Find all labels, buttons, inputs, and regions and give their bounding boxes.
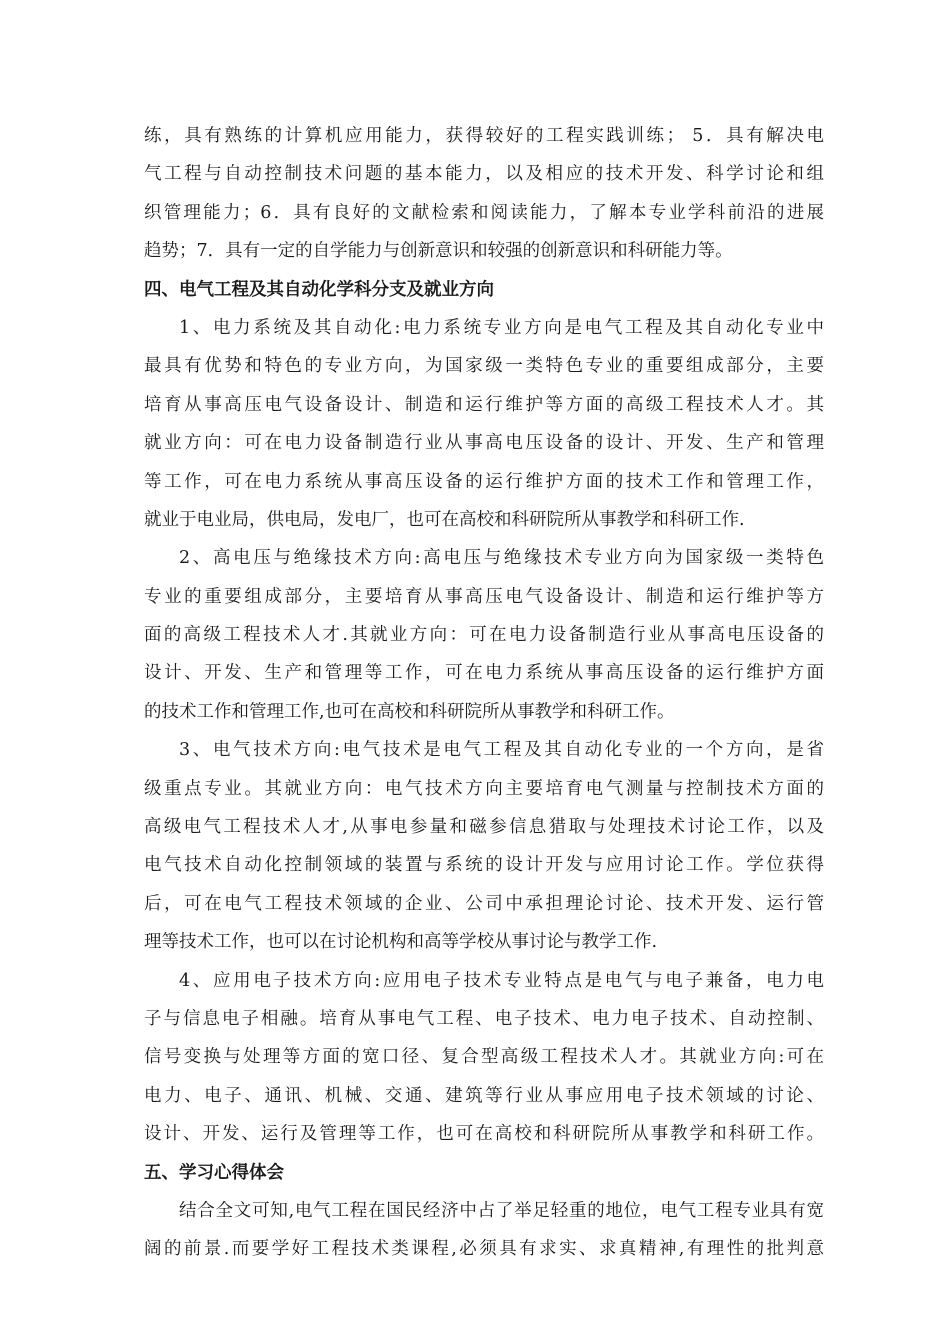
text-line: 等工作，可在电力系统从事高压设备的运行维护方面的技术工作和管理工作， [144, 471, 824, 492]
paragraph-first-line: 结合全文可知,电气工程在国民经济中占了举足轻重的地位，电气工程专业具有宽 [179, 1200, 824, 1221]
text-line: 就业方向：可在电力设备制造行业从事高电压设备的设计、开发、生产和管理 [144, 433, 824, 454]
text-line: 专业的重要组成部分，主要培育从事高压电气设备设计、制造和运行维护等方 [144, 586, 824, 607]
text-line: 的技术工作和管理工作,也可在高校和科研院所从事教学和科研工作。 [144, 701, 675, 722]
text-line: 级重点专业。其就业方向：电气技术方向主要培育电气测量与控制技术方面的 [144, 778, 824, 799]
paragraph-first-line: 2、高电压与绝缘技术方向:高电压与绝缘技术专业方向为国家级一类特色 [179, 548, 824, 569]
paragraph-first-line: 3、电气技术方向:电气技术是电气工程及其自动化专业的一个方向，是省 [179, 740, 824, 761]
paragraph-first-line: 4、应用电子技术方向:应用电子技术专业特点是电气与电子兼备，电力电 [179, 970, 824, 991]
text-line: 练，具有熟练的计算机应用能力，获得较好的工程实践训练； 5．具有解决电 [144, 126, 824, 146]
text-line: 就业于电业局，供电局，发电厂，也可在高校和科研院所从事教学和科研工作. [144, 509, 745, 530]
text-line: 子与信息电子相融。培育从事电气工程、电子技术、电力电子技术、自动控制、 [144, 1008, 824, 1029]
text-line: 面的高级工程技术人才.其就业方向：可在电力设备制造行业从事高电压设备的 [144, 625, 824, 646]
text-line: 最具有优势和特色的专业方向，为国家级一类特色专业的重要组成部分，主要 [144, 356, 824, 377]
text-line: 高级电气工程技术人才,从事电参量和磁参信息猎取与处理技术讨论工作，以及 [144, 817, 824, 838]
text-line: 后，可在电气工程技术领域的企业、公司中承担理论讨论、技术开发、运行管 [144, 893, 824, 914]
text-line: 培育从事高压电气设备设计、制造和运行维护等方面的高级工程技术人才。其 [144, 394, 824, 415]
section-heading: 五、学习心得体会 [144, 1162, 284, 1183]
text-line: 电气技术自动化控制领域的装置与系统的设计开发与应用讨论工作。学位获得 [144, 855, 824, 876]
text-line: 设计、开发、运行及管理等工作，也可在高校和科研院所从事教学和科研工作。 [144, 1124, 824, 1145]
text-line: 电力、电子、通讯、机械、交通、建筑等行业从事应用电子技术领域的讨论、 [144, 1085, 824, 1106]
section-heading: 四、电气工程及其自动化学科分支及就业方向 [144, 279, 494, 300]
document-body [144, 117, 824, 1269]
text-line: 信号变换与处理等方面的宽口径、复合型高级工程技术人才。其就业方向:可在 [144, 1047, 824, 1068]
text-line: 织管理能力；6．具有良好的文献检索和阅读能力，了解本专业学科前沿的进展 [144, 202, 824, 223]
text-line: 趋势；7．具有一定的自学能力与创新意识和较强的创新意识和科研能力等。 [144, 241, 733, 262]
text-line: 设计、开发、生产和管理等工作，可在电力系统从事高压设备的运行维护方面 [144, 663, 824, 684]
text-line: 阔的前景.而要学好工程技术类课程,必须具有求实、求真精神,有理性的批判意 [144, 1239, 824, 1260]
text-line: 理等技术工作，也可以在讨论机构和高等学校从事讨论与教学工作. [144, 932, 658, 953]
text-line: 气工程与自动控制技术问题的基本能力，以及相应的技术开发、科学讨论和组 [144, 164, 824, 185]
paragraph-first-line: 1、电力系统及其自动化:电力系统专业方向是电气工程及其自动化专业中 [179, 317, 824, 338]
